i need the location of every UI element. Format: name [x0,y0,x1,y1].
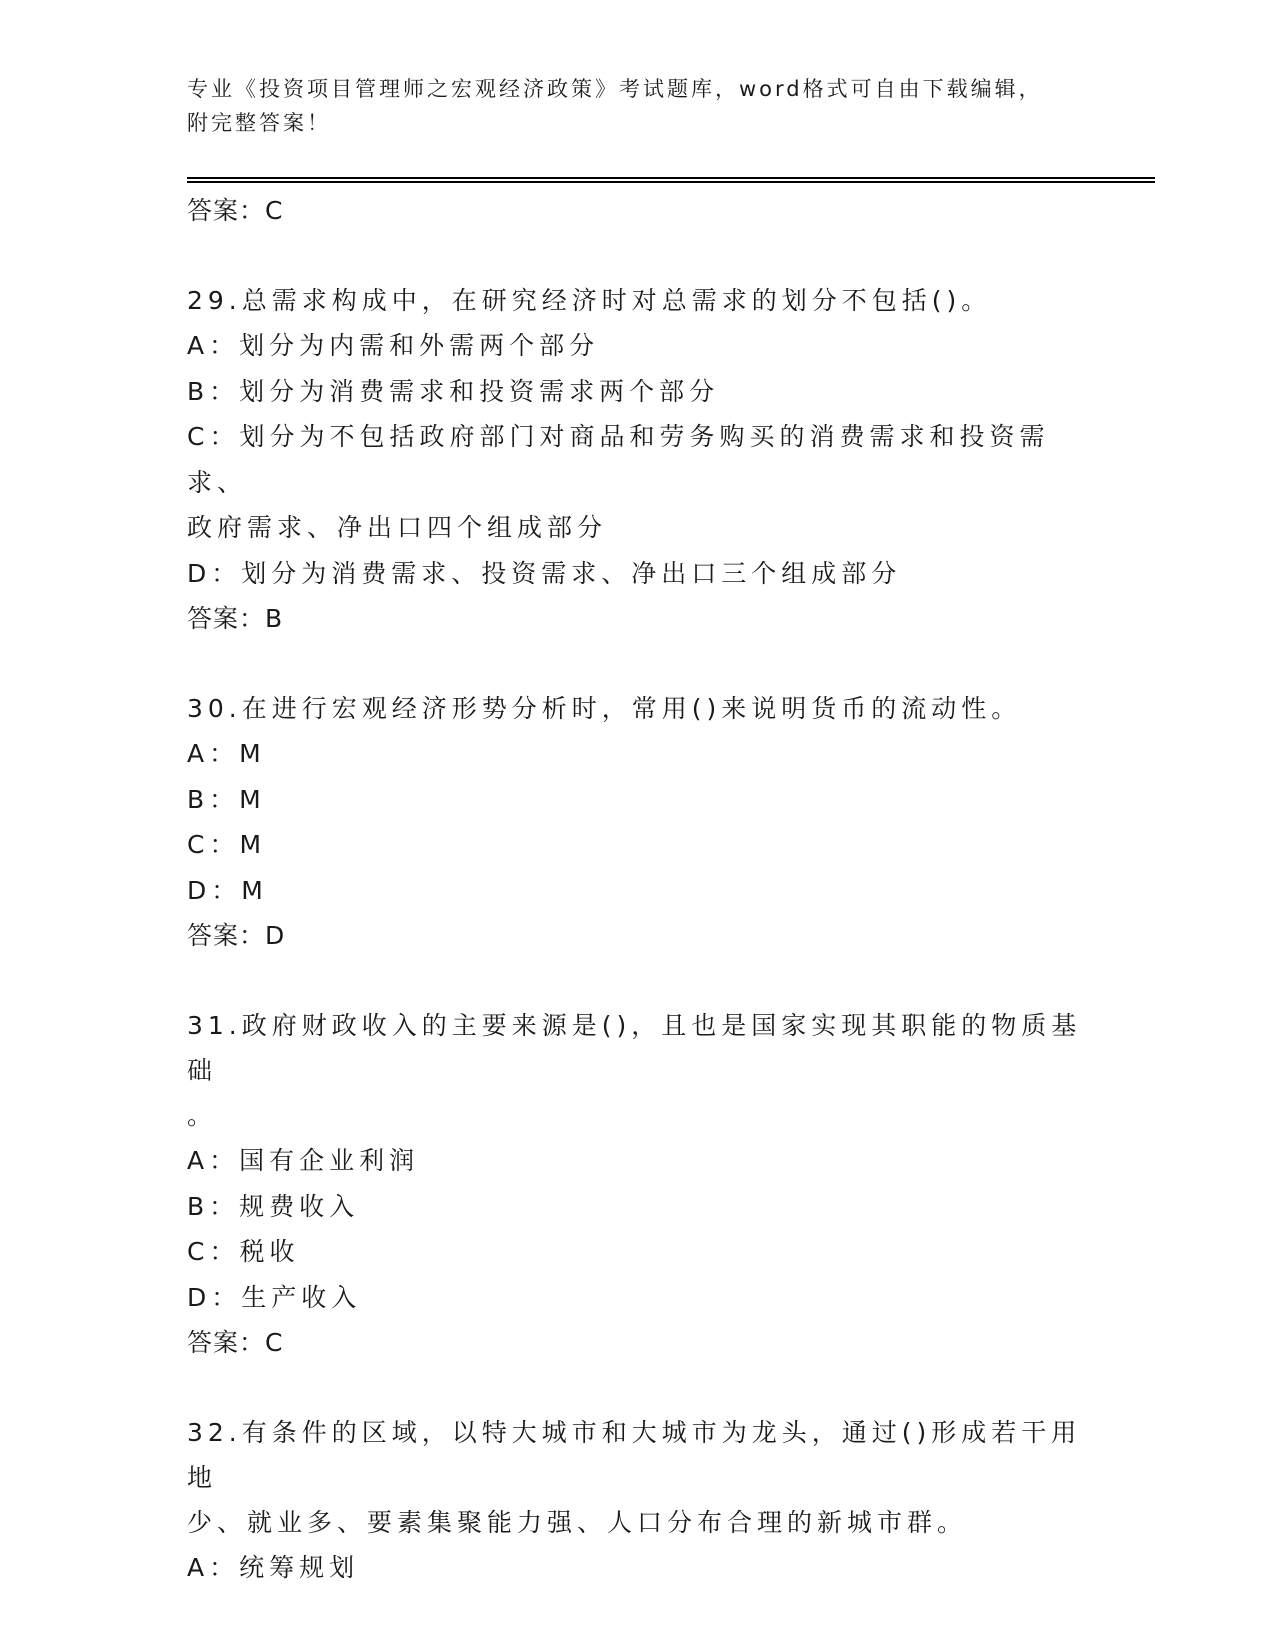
option-d: D：生产收入 [187,1282,362,1312]
spacer [187,959,1087,1003]
spacer [187,1366,1087,1410]
question-stem: 30.在进行宏观经济形势分析时，常用()来说明货币的流动性。 [187,694,1022,723]
spacer [187,234,1087,278]
question-block [187,278,1087,642]
option-d: D：划分为消费需求、投资需求、净出口三个组成部分 [187,558,902,588]
option-d: D：M [187,875,268,905]
question-stem: 32.有条件的区域，以特大城市和大城市为龙头，通过()形成若干用地 [187,1418,1082,1492]
question-stem: 31.政府财政收入的主要来源是()，且也是国家实现其职能的物质基础 [187,1011,1082,1085]
option-c: C：划分为不包括政府部门对商品和劳务购买的消费需求和投资需求、 [187,422,1050,497]
option-a: A：划分为内需和外需两个部分 [187,331,600,360]
answer-line: 答案：B [187,604,284,633]
answer-line: 答案：D [187,921,286,950]
option-a: A：国有企业利润 [187,1146,420,1175]
question-list [187,188,1087,1591]
question-block [187,1410,1087,1591]
option-a: A：M [187,739,266,768]
header-divider-top [187,177,1155,179]
option-c-continued: 政府需求、净出口四个组成部分 [187,513,608,542]
spacer [187,642,1087,686]
header-line-1: 专业《投资项目管理师之宏观经济政策》考试题库，word格式可自由下载编辑， [187,77,1043,101]
question-stem: 29.总需求构成中，在研究经济时对总需求的划分不包括()。 [187,286,992,315]
answer-line: 答案：C [187,1328,284,1357]
option-b: B：M [187,784,266,814]
document-header [187,72,1087,140]
option-c: C：税收 [187,1237,300,1266]
option-c: C：M [187,830,267,859]
answer-line: 答案：C [187,196,284,225]
header-divider-bottom [187,181,1155,183]
question-stem-continued: 少、就业多、要素集聚能力强、人口分布合理的新城市群。 [187,1508,968,1537]
header-line-2: 附完整答案！ [187,111,331,135]
option-b: B：划分为消费需求和投资需求两个部分 [187,376,720,406]
question-block [187,686,1087,959]
question-block [187,1003,1087,1366]
option-b: B：规费收入 [187,1191,360,1221]
question-stem-continued: 。 [187,1101,218,1130]
option-a: A：统筹规划 [187,1553,360,1582]
